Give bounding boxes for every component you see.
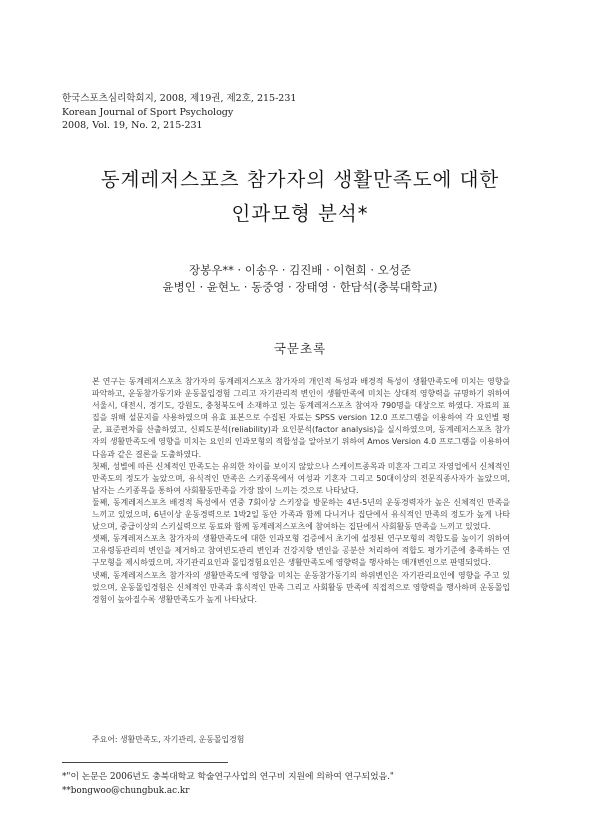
- journal-header-volume: 2008, Vol. 19, No. 2, 215-231: [62, 120, 203, 131]
- authors-line1: 장봉우** · 이송우 · 김진배 · 이현희 · 오성준: [189, 263, 411, 277]
- journal-header-english: Korean Journal of Sport Psychology: [62, 106, 234, 118]
- abstract-heading: 국문초록: [273, 341, 327, 356]
- abstract-paragraph-second: 둘째, 동계레저스포츠 배경적 특성에서 연중 7회이상 스키장을 방문하는 4년-5년의 운동경력자가 높은 신체적인 만족을 느끼고 있었으며, 6년이상 운동경력으로 1박2일 동안 가족과 함께 다니거나 집단에서 유식적인 만족의 정도가 높게 나타났으며, 중급이상의 스키실력으로 동료와 함께 동계레저스포츠에 참여하는 집단에서 사회활동 만족을 느끼고 있었다.: [92, 497, 510, 532]
- abstract-paragraph-first: 첫째, 성별에 따른 신체적인 만족도는 유의한 차이를 보이지 않았으나 스케이트종목과 미혼자 그리고 자영업에서 신체적인 만족도의 정도가 높았으며, 유식적인 만족은 스키종목에서 여성과 기혼자 그리고 50대이상의 전문직종사자가 높았으며, 남자는 스키종목을 통하여 사회활동만족을 가장 많이 느끼는 것으로 나타났다.: [92, 461, 510, 495]
- journal-header-korean: 한국스포츠심리학회지, 2008, 제19권, 제2호, 215-231: [62, 93, 297, 104]
- keywords: 주요어: 생활만족도, 자기관리, 운동몰입경험: [92, 735, 245, 744]
- abstract-paragraph-intro: 본 연구는 동계레저스포츠 참가자의 동계레저스포츠 참가자의 개인적 특성과 배경적 특성이 생활만족도에 미치는 영향을 파악하고, 운동참가동기와 운동몰입경험 그리고 자기관리적 변인이 생활만족에 미치는 상대적 영향력을 규명하기 위하여 서울시, 대전시, 경기도, 강원도, 충청북도에 소재하고 있는 동계레저스포츠 참여자 790명을 대상으로 하였다. 자료의 표집을 위해 설문지를 사용하였으며 유효 표본으로 수집된 자료는 SPSS version 12.0 프로그램을 이용하여 각 요인별 평균, 표준편차를 산출하였고, 신뢰도분석(reliability)과 요인분석(factor analysis)을 실시하였으며, 동계레저스포츠 참가자의 생활만족도에 영향을 미치는 요인의 인과모형의 적합성을 알아보기 위하여 Amos Version 4.0 프로그램을 이용하여 다음과 같은 결론을 도출하였다.: [92, 377, 510, 459]
- footnote-funding: *"이 논문은 2006년도 충북대학교 학술연구사업의 연구비 지원에 의하여 연구되었음.": [62, 772, 394, 782]
- journal-header: [62, 92, 296, 133]
- abstract-body: [92, 376, 510, 606]
- abstract-paragraph-fourth: 넷째, 동계레저스포츠 참가자의 생활만족도에 영향을 미치는 운동참가동기의 하위변인은 자기관리요인에 영향을 주고 있었으며, 운동몰입경험은 신체적인 만족과 휴식적인 만족 그리고 사회활동 만족에 직접적으로 영향력을 행사하며 운동몰입경험이 높아질수록 생활만족도가 높게 나타났다.: [92, 570, 510, 604]
- paper-title-line1: 동계레저스포츠 참가자의 생활만족도에 대한: [100, 168, 500, 191]
- footnote-divider: [62, 762, 228, 763]
- footnote-email: **bongwoo@chungbuk.ac.kr: [62, 785, 190, 796]
- abstract-paragraph-third: 셋째, 동계레저스포츠 참가자의 생활만족도에 대한 인과모형 검증에서 초기에 설정된 연구모형의 적합도를 높이기 위하여 고유령동관리의 변인을 제거하고 참여빈도관리 변인과 건강지향 변인을 공분산 처리하여 적합도 평가기준에 충족하는 연구모형을 제시하였으며, 자기관리요인과 몰입경험요인은 생활만족도에 영향력을 행사하는 매개변인으로 판명되었다.: [92, 534, 510, 568]
- authors-line2: 윤병인 · 윤현노 · 동중영 · 장태영 · 한담석(충북대학교): [162, 280, 438, 294]
- footnote: [62, 771, 394, 798]
- paper-title-line2: 인과모형 분석*: [231, 202, 369, 225]
